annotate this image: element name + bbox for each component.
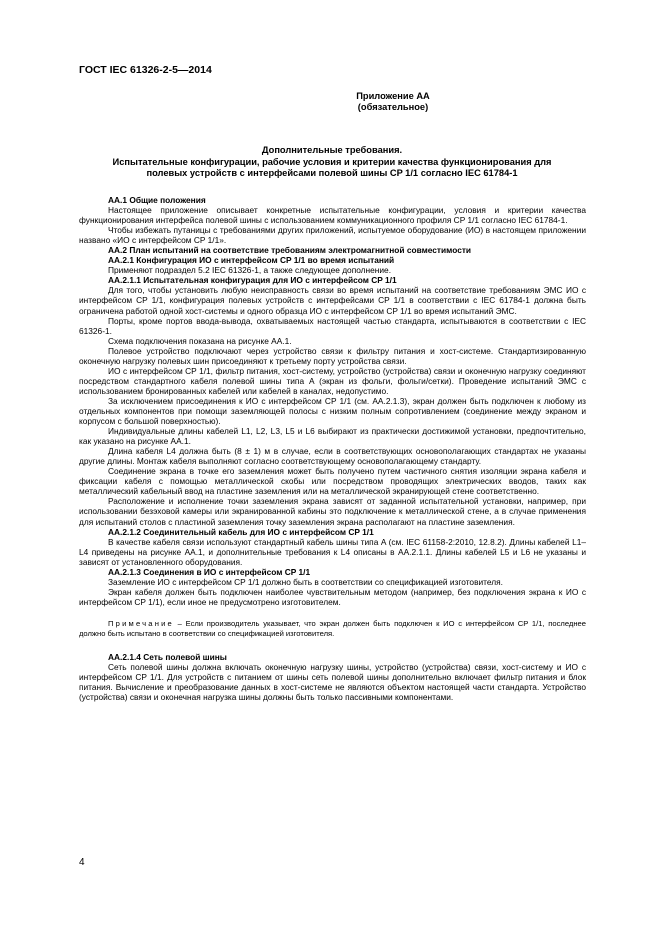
document-body [79,195,586,702]
paragraph: Экран кабеля должен быть подключен наиболее чувствительным методом (например, без подключения экрана к ИО с интерфейсом CP 1/1), если иное не предусмотрено изготовителем. [79,586,586,607]
section-heading-aa21: АА.2.1 Конфигурация ИО с интерфейсом CP 1/1 во время испытаний [108,255,395,266]
appendix-title: Приложение АА [356,91,430,101]
document-title [79,145,585,180]
paragraph: За исключением присоединения к ИО с интерфейсом CP 1/1 (см. АА.2.1.3), экран должен быть подключен к любому из отдельных компонентов при помощи заземляющей полосы с низким полным сопротивлением (соединение между экраном и корпусом с большой поверхностью). [79,395,586,427]
note [79,619,586,638]
section-heading-aa1: АА.1 Общие положения [108,195,206,205]
title-line-1: Дополнительные требования. [261,145,403,155]
section-heading-aa211: АА.2.1.1 Испытательная конфигурация для ИО с интерфейсом CP 1/1 [108,275,397,286]
standard-code-header: ГОСТ IEC 61326-2-5—2014 [79,64,212,76]
paragraph: ИО с интерфейсом CP 1/1, фильтр питания, хост-систему, устройство (устройства) связи и оконечную нагрузку соединяют посредством стандартного кабеля полевой шины типа A (экран из фольги, фольги/сетки). Проведение испытаний ЭМС с использованием бронированных кабелей или кабелей в каналах, недопустимо. [79,365,586,396]
paragraph: Соединение экрана в точке его заземления может быть получено путем частичного снятия изоляции экрана кабеля и фиксации кабеля с помощью металлической скобы или посредством проводящих электрических вводов, таких как металлический кабельный ввод на пластине заземления или на металлической экранирующей стене соответственно. [79,466,586,497]
note-label: Примечание [108,618,174,628]
paragraph: Схема подключения показана на рисунке АА.1. [108,335,292,346]
paragraph: Расположение и исполнение точки заземления экрана зависят от заданной испытательной установки, например, при использовании безэховой камеры или экранированной кабины это подключение к металлической стене, а в случае применения для испытаний столов с пластиной заземления точку заземления экрана располагают на пластине заземления. [79,496,586,527]
title-line-2: Испытательные конфигурации, рабочие условия и критерии качества функционирования для [112,156,552,167]
paragraph: Для того, чтобы установить любую неисправность связи во время испытаний на соответствие требованиям ЭМС ИО с интерфейсом CP 1/1, конфигурация полевых устройств с интерфейсами CP 1/1 в соответствии с IEC 61784-1 должна быть ограничена работой одной хост-системы и одного образца ИО с интерфейсом CP 1/1 во время испытаний ЭМС. [79,285,586,316]
section-heading-aa212: АА.2.1.2 Соединительный кабель для ИО с интерфейсом CP 1/1 [108,526,374,537]
appendix-status: (обязательное) [357,102,429,112]
paragraph: Полевое устройство подключают через устройство связи к фильтру питания и хост-системе. Стандартизированную оконечную нагрузку полевых шин присоединяют к третьему порту устройства связи. [79,345,586,366]
paragraph: Чтобы избежать путаницы с требованиями других приложений, испытуемое оборудование (ИО) в настоящем приложении названо «ИО с интерфейсом CP 1/1». [79,225,586,246]
section-heading-aa214: АА.2.1.4 Сеть полевой шины [108,652,227,663]
paragraph: Индивидуальные длины кабелей L1, L2, L3, L5 и L6 выбирают из практически достижимой установки, предпочтительно, как указано на рисунке АА.1. [79,426,586,447]
paragraph: Порты, кроме портов ввода-вывода, охватываемых настоящей частью стандарта, испытываются в соответствии с IEC 61326-1. [79,315,586,336]
section-heading-aa2: АА.2 План испытаний на соответствие требованиям электромагнитной совместимости [108,245,472,256]
page-number: 4 [79,857,85,868]
paragraph: Применяют подраздел 5.2 IEC 61326-1, а также следующее дополнение. [108,265,392,276]
paragraph: Заземление ИО с интерфейсом CP 1/1 должно быть в соответствии со спецификацией изготовителя. [108,576,503,587]
title-line-3: полевых устройств с интерфейсами полевой шины CP 1/1 согласно IEC 61784-1 [146,168,518,178]
paragraph: Настоящее приложение описывает конкретные испытательные конфигурации, условия и критерии качества функционирования интерфейса полевой шины с использованием коммуникационного профиля CP 1/1 согласно IEC 61784-1. [79,205,586,226]
note-text: – Если производитель указывает, что экран должен быть подключен к ИО с интерфейсом CP 1/1, последнее должно быть испытано в соответствии со спецификацией изготовителя. [79,618,586,638]
appendix-heading [0,91,661,113]
section-heading-aa213: АА.2.1.3 Соединения в ИО с интерфейсом CP 1/1 [108,566,311,577]
paragraph: В качестве кабеля связи используют стандартный кабель шины типа A (см. IEC 61158-2:2010, 12.8.2). Длины кабелей L1–L4 приведены на рисунке АА.1, и дополнительные требования к L4 описаны в АА.2.1.1. Длины кабелей L5 и L6 не указаны и зависят от установленного оборудования. [79,536,586,567]
paragraph: Сеть полевой шины должна включать оконечную нагрузку шины, устройство (устройства) связи, хост-систему и ИО с интерфейсом CP 1/1. Для устройств с питанием от шины сеть полевой шины дополнительно включает фильтр питания и блок питания. Вычисление и преобразование данных в хост-системе не являются объектом настоящей части стандарта. Устройство (устройства) связи и оконечная нагрузка шины должны быть только пассивными компонентами. [79,662,586,703]
paragraph: Длина кабеля L4 должна быть (8 ± 1) м в случае, если в соответствующих основополагающих стандартах не указаны другие длины. Монтаж кабеля выполняют согласно соответствующему основополагающему стандарту. [79,446,586,467]
